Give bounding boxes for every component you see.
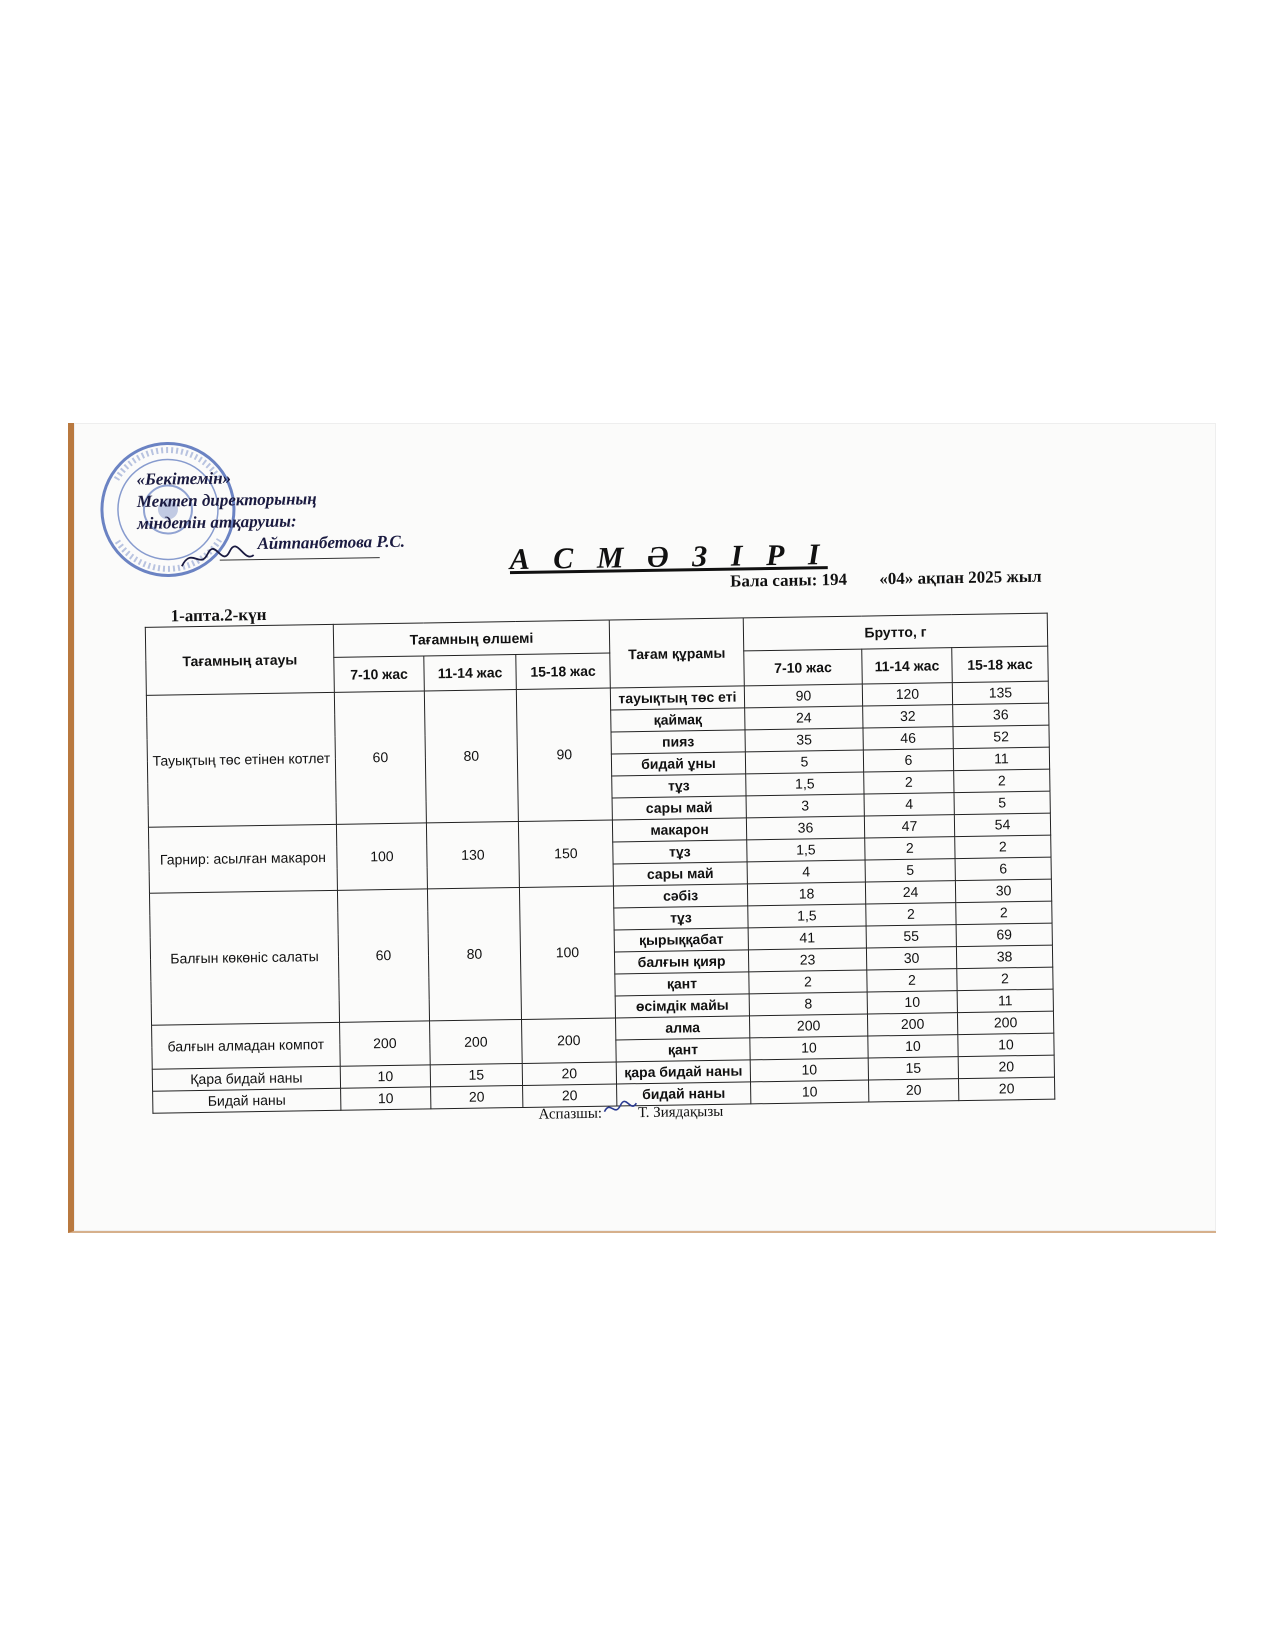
brutto-value: 200 bbox=[957, 1011, 1053, 1035]
ingredient-name: сары май bbox=[613, 862, 747, 886]
brutto-value: 2 bbox=[954, 769, 1050, 793]
brutto-age-11-14: 11-14 жас bbox=[862, 648, 953, 684]
dish-name: Қара бидай наны bbox=[152, 1066, 340, 1091]
brutto-value: 2 bbox=[866, 903, 956, 926]
header-meta bbox=[730, 566, 1070, 591]
col-composition: Тағам құрамы bbox=[609, 618, 744, 688]
portion-value: 20 bbox=[523, 1084, 617, 1107]
director-signature-icon bbox=[177, 539, 258, 576]
ingredient-name: сәбіз bbox=[613, 884, 747, 908]
col-portion-size: Тағамның өлшемі bbox=[333, 620, 609, 657]
brutto-age-7-10: 7-10 жас bbox=[744, 649, 863, 686]
approval-heading: «Бекітемін» bbox=[136, 468, 232, 489]
approval-position-line2: міндетін атқарушы: bbox=[137, 511, 297, 533]
dish-name: балғын алмадан компот bbox=[152, 1022, 341, 1069]
brutto-value: 8 bbox=[749, 992, 867, 1016]
brutto-value: 20 bbox=[958, 1077, 1054, 1101]
menu-table-body bbox=[146, 681, 1054, 1113]
ingredient-name: пияз bbox=[611, 730, 745, 754]
ingredient-name: балғын қияр bbox=[614, 950, 748, 974]
brutto-value: 2 bbox=[749, 970, 867, 994]
brutto-value: 1,5 bbox=[746, 772, 864, 796]
ingredient-name: тұз bbox=[613, 840, 747, 864]
cook-signature-icon bbox=[602, 1099, 638, 1123]
brutto-value: 90 bbox=[744, 684, 862, 708]
portion-value: 10 bbox=[340, 1065, 430, 1088]
portion-value: 100 bbox=[519, 886, 615, 1019]
brutto-value: 6 bbox=[863, 749, 953, 772]
brutto-value: 4 bbox=[747, 860, 865, 884]
brutto-value: 36 bbox=[746, 816, 864, 840]
brutto-value: 10 bbox=[958, 1033, 1054, 1057]
portion-age-15-18: 15-18 жас bbox=[516, 653, 611, 689]
brutto-value: 32 bbox=[863, 705, 953, 728]
ingredient-name: қаймақ bbox=[611, 708, 745, 732]
portion-age-7-10: 7-10 жас bbox=[334, 656, 425, 692]
dish-name: Тауықтың төс етінен котлет bbox=[146, 692, 336, 827]
brutto-value: 15 bbox=[868, 1057, 958, 1080]
brutto-value: 5 bbox=[865, 859, 955, 882]
ingredient-name: қара бидай наны bbox=[616, 1060, 750, 1084]
brutto-value: 46 bbox=[863, 727, 953, 750]
cook-signature-block bbox=[538, 1098, 723, 1124]
portion-value: 200 bbox=[430, 1019, 523, 1064]
portion-value: 60 bbox=[337, 889, 429, 1022]
portion-value: 100 bbox=[336, 823, 427, 890]
dish-name: Балғын көкөніс салаты bbox=[149, 890, 339, 1025]
brutto-value: 30 bbox=[866, 947, 956, 970]
brutto-value: 10 bbox=[751, 1080, 869, 1104]
ingredient-name: алма bbox=[615, 1016, 749, 1040]
brutto-value: 2 bbox=[955, 835, 1051, 859]
portion-age-11-14: 11-14 жас bbox=[424, 655, 517, 691]
brutto-value: 10 bbox=[868, 1035, 958, 1058]
menu-date: «04» ақпан 2025 жыл bbox=[879, 566, 1042, 589]
portion-value: 20 bbox=[431, 1085, 523, 1108]
dish-name: Гарнир: асылған макарон bbox=[148, 824, 337, 893]
brutto-value: 2 bbox=[867, 969, 957, 992]
brutto-value: 11 bbox=[957, 989, 1053, 1013]
brutto-value: 38 bbox=[956, 945, 1052, 969]
brutto-value: 1,5 bbox=[747, 838, 865, 862]
brutto-age-15-18: 15-18 жас bbox=[952, 646, 1049, 683]
brutto-value: 41 bbox=[748, 926, 866, 950]
brutto-value: 55 bbox=[866, 925, 956, 948]
brutto-value: 24 bbox=[745, 706, 863, 730]
brutto-value: 3 bbox=[746, 794, 864, 818]
brutto-value: 2 bbox=[957, 967, 1053, 991]
brutto-value: 11 bbox=[953, 747, 1049, 771]
portion-value: 20 bbox=[522, 1062, 616, 1085]
brutto-value: 20 bbox=[958, 1055, 1054, 1079]
portion-value: 80 bbox=[427, 887, 521, 1020]
ingredient-name: қырыққабат bbox=[614, 928, 748, 952]
ingredient-name: қант bbox=[615, 972, 749, 996]
col-brutto: Брутто, г bbox=[743, 613, 1047, 651]
brutto-value: 6 bbox=[955, 857, 1051, 881]
brutto-value: 36 bbox=[953, 703, 1049, 727]
brutto-value: 2 bbox=[956, 901, 1052, 925]
portion-value: 200 bbox=[522, 1018, 617, 1063]
week-day-label: 1-апта.2-күн bbox=[170, 604, 267, 626]
portion-value: 60 bbox=[334, 691, 426, 824]
portion-value: 15 bbox=[430, 1063, 522, 1086]
portion-value: 90 bbox=[516, 688, 612, 821]
portion-value: 200 bbox=[340, 1021, 431, 1066]
brutto-value: 10 bbox=[750, 1058, 868, 1082]
brutto-value: 120 bbox=[862, 683, 952, 706]
ingredient-name: тауықтың төс еті bbox=[610, 686, 744, 710]
brutto-value: 5 bbox=[954, 791, 1050, 815]
ingredient-name: сары май bbox=[612, 796, 746, 820]
brutto-value: 10 bbox=[750, 1036, 868, 1060]
brutto-value: 135 bbox=[952, 681, 1048, 705]
portion-value: 80 bbox=[424, 690, 518, 823]
brutto-value: 1,5 bbox=[748, 904, 866, 928]
brutto-value: 18 bbox=[747, 882, 865, 906]
brutto-value: 35 bbox=[745, 728, 863, 752]
brutto-value: 2 bbox=[865, 837, 955, 860]
ingredient-name: тұз bbox=[612, 774, 746, 798]
brutto-value: 47 bbox=[864, 815, 954, 838]
brutto-value: 20 bbox=[869, 1079, 959, 1102]
col-dish-name: Тағамның атауы bbox=[145, 624, 334, 695]
dish-name: Бидай наны bbox=[153, 1088, 341, 1113]
brutto-value: 200 bbox=[749, 1014, 867, 1038]
brutto-value: 2 bbox=[864, 771, 954, 794]
approval-position-line1: Мектеп директорының bbox=[136, 489, 317, 511]
brutto-value: 69 bbox=[956, 923, 1052, 947]
children-count: Бала саны: 194 bbox=[729, 569, 848, 591]
brutto-value: 54 bbox=[954, 813, 1050, 837]
menu-sheet bbox=[68, 423, 1216, 1233]
ingredient-name: өсімдік майы bbox=[615, 994, 749, 1018]
ingredient-name: бидай ұны bbox=[611, 752, 745, 776]
ingredient-name: макарон bbox=[612, 818, 746, 842]
ingredient-name: бидай наны bbox=[617, 1082, 751, 1106]
ingredient-name: қант bbox=[616, 1038, 750, 1062]
cook-label: Аспазшы: bbox=[538, 1105, 603, 1123]
brutto-value: 23 bbox=[748, 948, 866, 972]
brutto-value: 52 bbox=[953, 725, 1049, 749]
brutto-value: 10 bbox=[867, 991, 957, 1014]
brutto-value: 4 bbox=[864, 793, 954, 816]
brutto-value: 5 bbox=[745, 750, 863, 774]
brutto-value: 24 bbox=[865, 881, 955, 904]
brutto-value: 200 bbox=[867, 1013, 957, 1036]
menu-table bbox=[145, 613, 1056, 1114]
portion-value: 150 bbox=[518, 820, 613, 887]
page-title: А С М Ә З І Р І bbox=[509, 538, 828, 577]
ingredient-name: тұз bbox=[614, 906, 748, 930]
portion-value: 130 bbox=[426, 821, 519, 888]
cook-name: Т. Зиядақызы bbox=[637, 1103, 724, 1122]
brutto-value: 30 bbox=[955, 879, 1051, 903]
approver-name: Айтпанбетова Р.С. bbox=[257, 531, 406, 554]
portion-value: 10 bbox=[341, 1087, 431, 1110]
